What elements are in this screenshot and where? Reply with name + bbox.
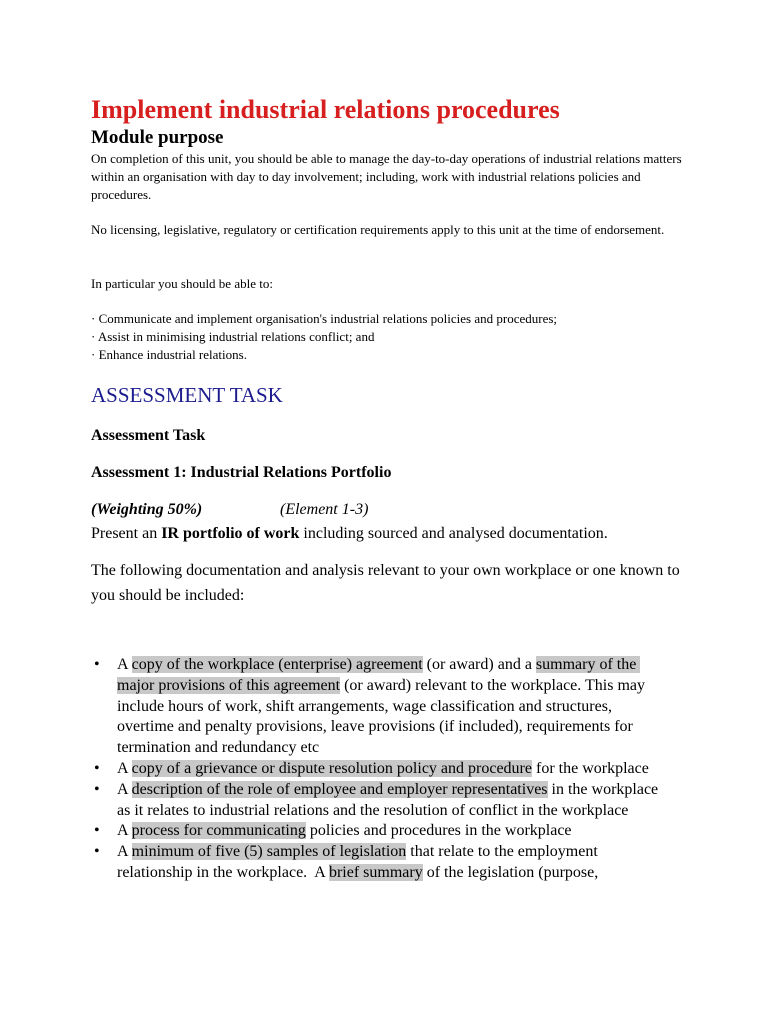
bullet-icon [91, 780, 117, 822]
highlighted-text: minimum of five (5) samples of legislation [131, 843, 407, 861]
elements-label: (Element 1-3) [280, 501, 369, 518]
highlighted-text: process for communicating [131, 822, 306, 840]
item-text: in the workplace as it relates to industrial relations and the resolution of conflict in the workplace [117, 780, 663, 819]
outcome-item: · Assist in minimising industrial relations conflict; and [91, 329, 375, 344]
item-text: that relate to the employment relationship in the workplace. A [117, 843, 602, 881]
list-item-text [117, 655, 670, 759]
assessment-subheading: Assessment Task [91, 427, 206, 444]
list-item [91, 655, 670, 759]
item-text: (or award) and a [422, 656, 536, 673]
item-text: policies and procedures in the workplace [305, 822, 572, 840]
item-text: A [117, 656, 132, 673]
licensing-paragraph: No licensing, legislative, regulatory or certification requirements apply to this unit at the time of endorsement. [91, 222, 665, 237]
list-item-text [117, 780, 670, 822]
outcomes-list [91, 310, 687, 364]
item-text: for the workplace [531, 759, 649, 777]
item-text: (or award) relevant to the workplace. This may include hours of work, shift arrangements, wage classification and structures, overtime and penalty provisions, leave provisions (if included), requirements for termination and redundancy etc [117, 676, 649, 757]
bullet-icon [91, 842, 117, 884]
item-text: A [117, 780, 132, 798]
bullet-icon [91, 821, 117, 842]
assessment-section-heading: ASSESSMENT TASK [91, 383, 283, 407]
outcome-item: · Enhance industrial relations. [91, 347, 247, 362]
present-emphasis: IR portfolio of work [161, 525, 300, 542]
list-item-text [117, 842, 670, 884]
list-item-text [117, 821, 670, 842]
documentation-intro: The following documentation and analysis relevant to your own workplace or one known to you should be included: [91, 562, 680, 604]
module-purpose-heading: Module purpose [91, 127, 224, 148]
highlighted-text: summary of the major provisions of this agreement [117, 656, 641, 694]
weighting-label: (Weighting 50%) [91, 501, 203, 518]
outcomes-intro: In particular you should be able to: [91, 276, 273, 291]
item-text: A [117, 759, 132, 777]
item-text: of the legislation (purpose, [422, 863, 599, 881]
outcome-item: · Communicate and implement organisation's industrial relations policies and procedures; [91, 311, 558, 326]
bullet-icon [91, 655, 117, 759]
list-item [91, 821, 670, 842]
highlighted-text: copy of the workplace (enterprise) agreement [131, 656, 423, 673]
weighting-row [91, 499, 368, 521]
highlighted-text: description of the role of employee and employer representatives [131, 780, 548, 798]
assessment-title: Assessment 1: Industrial Relations Portfolio [91, 464, 392, 481]
item-text: A [117, 843, 132, 861]
list-item [91, 842, 670, 884]
item-text: A [117, 822, 132, 840]
documentation-list [91, 655, 670, 884]
document-title: Implement industrial relations procedures [91, 95, 560, 124]
module-purpose-paragraph: On completion of this unit, you should be able to manage the day-to-day operations of industrial relations matters within an organisation with day to day involvement; including, work with industrial relations policies and procedures. [91, 151, 682, 202]
highlighted-text: copy of a grievance or dispute resolution policy and procedure [131, 759, 532, 777]
list-item [91, 780, 670, 822]
present-text-before: Present an [91, 525, 162, 542]
bullet-icon [91, 759, 117, 780]
list-item-text [117, 759, 670, 780]
present-text-after: including sourced and analysed documentation. [299, 525, 608, 542]
highlighted-text: brief summary [328, 863, 423, 881]
list-item [91, 759, 670, 780]
present-instruction [91, 523, 608, 545]
